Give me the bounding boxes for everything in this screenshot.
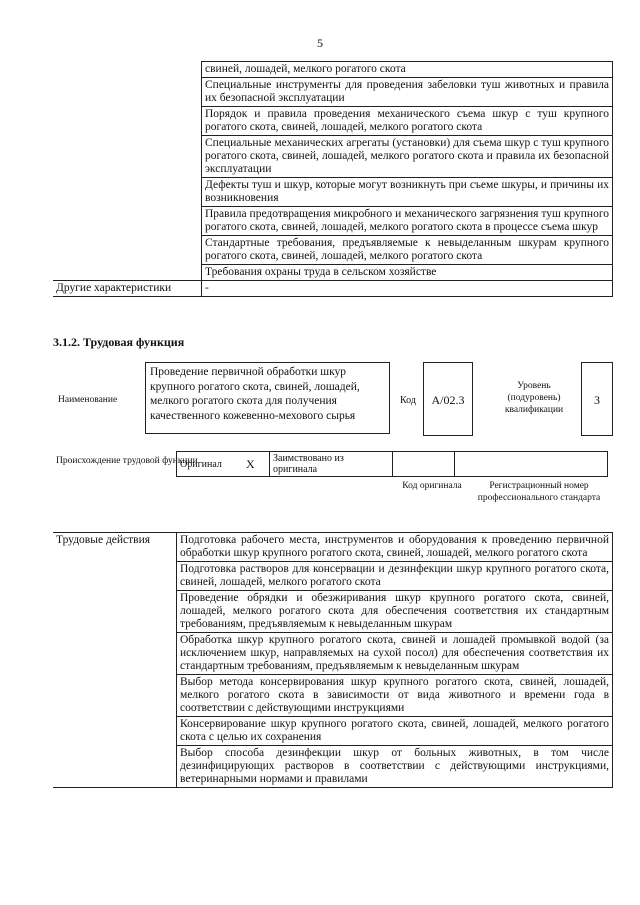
table-cell: свиней, лошадей, мелкого рогатого скота — [202, 62, 613, 78]
knowledge-table — [53, 61, 613, 297]
table-cell: Порядок и правила проведения механического съема шкур с туш крупного рогатого скота, свиней, лошадей, мелкого рогатого скота — [202, 107, 613, 136]
original-code-caption: Код оригинала — [402, 481, 462, 491]
table-cell: Обработка шкур крупного рогатого скота, свиней и лошадей промывкой водой (за исключением шкур, направляемых на сухой посол) для обеспечения соответствия их стандартным требованиям, предъявляемым к невыделанным шкурам — [177, 633, 613, 675]
table-cell: Выбор способа дезинфекции шкур от больных животных, в том числе дезинфицирующих растворов в соответствии с действующими инструкциями, ветеринарными нормами и правилами — [177, 746, 613, 788]
table-cell: Подготовка растворов для консервации и дезинфекции шкур крупного рогатого скота, свиней, лошадей, мелкого рогатого скота — [177, 562, 613, 591]
table-cell: Требования охраны труда в сельском хозяйстве — [202, 265, 613, 281]
table-cell: - — [202, 281, 613, 297]
borrowed-label: Заимствовано из оригинала — [270, 452, 393, 477]
table-cell: Специальные механических агрегаты (установки) для съема шкур с туш крупного рогатого скота, свиней, лошадей, мелкого рогатого скота и правила их безопасной эксплуатации — [202, 136, 613, 178]
table-cell: Специальные инструменты для проведения забеловки туш животных и правила их безопасной эксплуатации — [202, 78, 613, 107]
table-row — [53, 281, 613, 297]
table-cell: Выбор метода консервирования шкур крупного рогатого скота, свиней, лошадей, мелкого рогатого скота в зависимости от вида животного и времени года в соответствии с действующими инструкциями — [177, 675, 613, 717]
reg-number-cell — [455, 452, 608, 477]
table-cell: Консервирование шкур крупного рогатого скота, свиней, лошадей, мелкого рогатого скота с целью их сохранения — [177, 717, 613, 746]
table-cell: Дефекты туш и шкур, которые могут возникнуть при съеме шкуры, и причины их возникновения — [202, 178, 613, 207]
name-label: Наименование — [58, 395, 118, 405]
section-title: 3.1.2. Трудовая функция — [53, 335, 185, 349]
table-row — [177, 452, 608, 477]
table-cell: Правила предотвращения микробного и механического загрязнения туш крупного рогатого скота, свиней, лошадей, мелкого рогатого скота в процессе съема шкур — [202, 207, 613, 236]
original-label: Оригинал — [177, 452, 244, 477]
table-cell: Проведение обрядки и обезжиривания шкур крупного рогатого скота, свиней, лошадей, мелкого рогатого скота для обеспечения соответствия их стандартным требованиям, предъявляемым к невыделанным шкурам — [177, 591, 613, 633]
table-cell: Стандартные требования, предъявляемые к невыделанным шкурам крупного рогатого скота, свиней, лошадей, мелкого рогатого скота — [202, 236, 613, 265]
reg-number-caption: Регистрационный номер профессионального стандарта — [477, 481, 601, 503]
page-number: 5 — [317, 36, 323, 50]
row-label: Трудовые действия — [53, 533, 177, 788]
function-name: Проведение первичной обработки шкур крупного рогатого скота, свиней, лошадей, мелкого рогатого скота для получения качественного кожевенно-мехового сырья — [145, 362, 390, 434]
original-mark: X — [243, 452, 270, 477]
level-label: Уровень (подуровень) квалификации — [504, 381, 564, 415]
labor-actions-table — [53, 532, 613, 788]
origin-label: Происхождение трудовой функции — [56, 456, 198, 466]
table-row — [53, 62, 613, 78]
row-label — [53, 62, 202, 281]
row-label: Другие характеристики — [53, 281, 202, 297]
table-row — [53, 533, 613, 562]
code-label: Код — [400, 395, 416, 406]
origin-table — [176, 451, 608, 477]
qualification-level: 3 — [581, 362, 613, 436]
table-cell: Подготовка рабочего места, инструментов и оборудования к проведению первичной обработки шкур крупного рогатого скота, свиней, лошадей, мелкого рогатого скота — [177, 533, 613, 562]
original-code-cell — [393, 452, 455, 477]
function-code: A/02.3 — [423, 362, 473, 436]
